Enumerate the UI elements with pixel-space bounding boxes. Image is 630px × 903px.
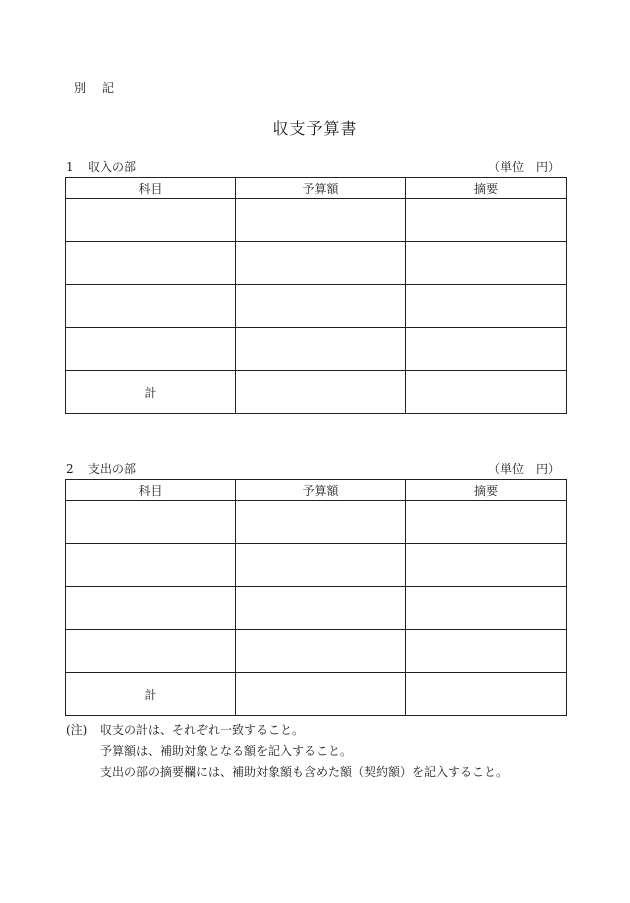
table-row <box>66 544 567 587</box>
expense-col-budget: 予算額 <box>236 480 406 501</box>
expense-section-heading <box>66 460 566 477</box>
subject-cell[interactable] <box>66 199 236 242</box>
note-line <box>66 762 508 783</box>
expense-unit-label: （単位 円） <box>487 462 560 476</box>
note-text: 予算額は、補助対象となる額を記入すること。 <box>100 744 353 758</box>
note-text: 収支の計は、それぞれ一致すること。 <box>100 723 305 737</box>
table-row <box>66 328 567 371</box>
document-title: 収支予算書 <box>272 119 358 138</box>
expense-total-row <box>66 673 567 716</box>
income-col-subject: 科目 <box>66 178 236 199</box>
remarks-cell[interactable] <box>406 544 567 587</box>
notes-block <box>66 720 508 783</box>
note-text: 支出の部の摘要欄には、補助対象額も含めた額（契約額）を記入すること。 <box>100 765 509 779</box>
income-col-budget: 予算額 <box>236 178 406 199</box>
expense-total-remarks-cell[interactable] <box>406 673 567 716</box>
income-total-remarks-cell[interactable] <box>406 371 567 414</box>
appendix-label-betsu: 別 <box>74 81 89 95</box>
income-section-number: 1 <box>66 160 74 174</box>
income-section-label: 収入の部 <box>88 160 137 174</box>
income-total-row <box>66 371 567 414</box>
remarks-cell[interactable] <box>406 630 567 673</box>
expense-total-label: 計 <box>66 673 236 716</box>
subject-cell[interactable] <box>66 242 236 285</box>
income-section-heading <box>66 158 566 175</box>
budget-cell[interactable] <box>236 544 406 587</box>
subject-cell[interactable] <box>66 328 236 371</box>
subject-cell[interactable] <box>66 630 236 673</box>
note-line <box>66 720 508 741</box>
remarks-cell[interactable] <box>406 199 567 242</box>
remarks-cell[interactable] <box>406 328 567 371</box>
appendix-label <box>74 79 130 96</box>
expense-col-remarks: 摘要 <box>406 480 567 501</box>
remarks-cell[interactable] <box>406 242 567 285</box>
expense-table-header-row <box>66 480 567 501</box>
expense-section-number: 2 <box>66 462 74 476</box>
table-row <box>66 587 567 630</box>
table-row <box>66 285 567 328</box>
subject-cell[interactable] <box>66 544 236 587</box>
income-total-label: 計 <box>66 371 236 414</box>
subject-cell[interactable] <box>66 501 236 544</box>
table-row <box>66 630 567 673</box>
remarks-cell[interactable] <box>406 501 567 544</box>
income-total-budget-cell[interactable] <box>236 371 406 414</box>
expense-total-budget-cell[interactable] <box>236 673 406 716</box>
table-row <box>66 501 567 544</box>
note-prefix: (注) <box>66 723 88 737</box>
budget-cell[interactable] <box>236 328 406 371</box>
budget-cell[interactable] <box>236 285 406 328</box>
income-col-remarks: 摘要 <box>406 178 567 199</box>
income-table-header-row <box>66 178 567 199</box>
subject-cell[interactable] <box>66 285 236 328</box>
table-row <box>66 242 567 285</box>
budget-cell[interactable] <box>236 199 406 242</box>
note-line <box>66 741 508 762</box>
remarks-cell[interactable] <box>406 285 567 328</box>
income-table <box>65 177 567 414</box>
expense-col-subject: 科目 <box>66 480 236 501</box>
budget-cell[interactable] <box>236 587 406 630</box>
budget-cell[interactable] <box>236 501 406 544</box>
appendix-label-ki: 記 <box>102 81 117 95</box>
expense-section-label: 支出の部 <box>88 462 137 476</box>
table-row <box>66 199 567 242</box>
budget-cell[interactable] <box>236 242 406 285</box>
income-unit-label: （単位 円） <box>487 160 560 174</box>
subject-cell[interactable] <box>66 587 236 630</box>
remarks-cell[interactable] <box>406 587 567 630</box>
expense-table <box>65 479 567 716</box>
budget-cell[interactable] <box>236 630 406 673</box>
